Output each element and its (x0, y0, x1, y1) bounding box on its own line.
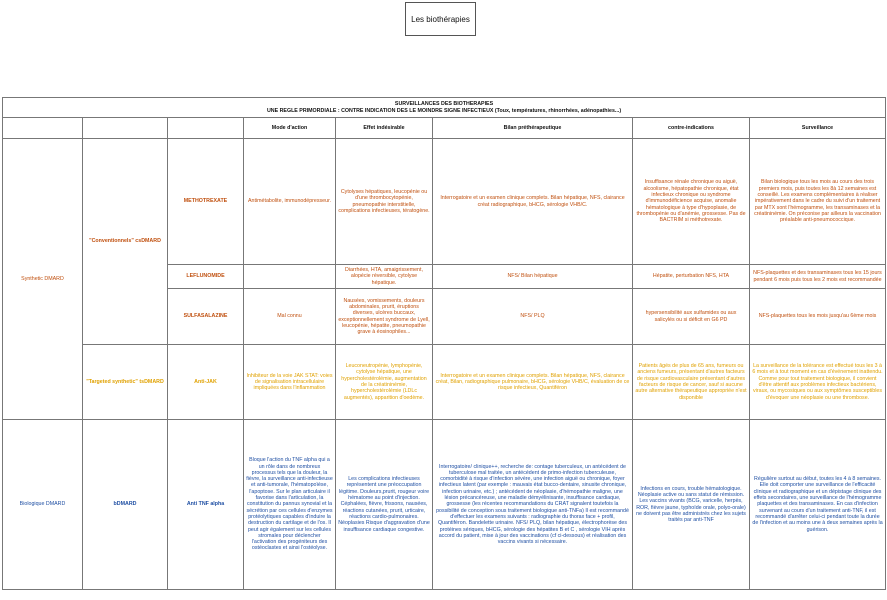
drug-name: Anti TNF alpha (168, 420, 244, 590)
effet-cell: Les complications infectieuses représentent une préoccupation légitime. Douleurs,prurit, rougeur voire hématome au point d'injection. Céphalées, fièvre, frissons, nausées, réactions cutanées, prurit, urticaire, réactions cardio-pulmonaires. Néoplasies Risque d'aggravation d'une insuffisance cardiaque congestive. (336, 420, 433, 590)
bilan-cell: Interrogatoire/ clinique++, recherche de: contage tuberculeux, un antécédent de tuberculose mal traitée, un antécédent de primo-infection tuberculeuse, comorbidité à risque d'infection sévère, une infection aiguë ou chronique, foyer infectieux latent (par exemple : mauvais état bucco-dentaire, sinusite chronique, infection urinaire, etc.) ; antécédent de néoplasie, d'hémopathie maligne, une lésion précancéreuse, une maladie démyélinisante, insuffisance cardiaque, grossesse (les récentes recommandations du CRAT signalent toutefois la possibilité de conception sous traitement biologique anti-TNFa) Il est recommandé d'effectuer les examens suivants : radiographie du thorax face + profil, Quantiféron. Bandelette urinaire. NFS/ PLQ, bilan hépatique, électrophorèse des protéines sériques, bHCG, sérologie des hépatites B et C , sérologie VIH après accord du patient, mise à jour des vaccinations (cf ci-dessous) et réalisation des vaccins vivants si nécessaire. (433, 420, 633, 590)
mode-cell: Inhibiteur de la voie JAK STAT: voies de signalisation intracellulaire impliquées dans l'inflammation (244, 345, 336, 420)
drug-name: SULFASALAZINE (168, 289, 244, 345)
header-contre-indications: contre-indications (633, 118, 750, 139)
table-row (3, 345, 886, 420)
surveillance-cell: La surveillance de la tolérance est effectué tous les 3 à 6 mois et à tout moment en cas d'événement inattendu. Comme pour tout traitement biologique, il convient d'être attentif aux problèmes infectieux bactériens, viraux, ou mycosiques ou aux symptômes susceptibles d'évoquer une néoplasie ou une thrombose. (750, 345, 886, 420)
header-empty (168, 118, 244, 139)
banner-row (3, 98, 886, 118)
subgroup-conventional: "Conventionnels" csDMARD (83, 139, 168, 345)
ci-cell: Infections en cours, trouble hématologique. Néoplasie active ou sans statut de rémission. Les vaccins vivants (BCG, varicelle, herpès, ROR, fièvre jaune, typhoïde orale, polyo-orale) ne doivent pas être administrés chez les sujets traités par anti-TNF (633, 420, 750, 590)
drug-name: METHOTREXATE (168, 139, 244, 265)
ci-cell: Hépatite, perturbation NFS, HTA (633, 265, 750, 289)
banner-cell (3, 98, 886, 118)
mode-cell: Mal connu (244, 289, 336, 345)
table-row (3, 139, 886, 265)
ci-cell: Patients âgés de plus de 65 ans, fumeurs ou anciens fumeurs, présentant d'autres facteurs de risque cardiovasculaire présentant d'autres facteurs de risque de cancer, sauf si aucune autre alternative thérapeutique appropriée n'est disponible (633, 345, 750, 420)
header-empty (83, 118, 168, 139)
ci-cell: Insuffisance rénale chronique ou aiguë, alcoolisme, hépatopathie chronique, état infectieux chronique ou syndrome d'immunodéficience acquise, anomalie hématologique à type d'hypoplasie, de thrombopénie ou d'anémie, grossesse. Pas de BACTRIM si méthotrexate. (633, 139, 750, 265)
group-synthetic: Synthetic DMARD (3, 139, 83, 420)
bilan-cell: Interrogatoire et un examen clinique complets. Bilan hépatique, NFS, clairance créat radiographique, bHCG, sérologie VHB/C. (433, 139, 633, 265)
surveillance-cell: NFS-plaquettes tous les mois jusqu'au 6ème mois (750, 289, 886, 345)
bilan-cell: NFS/ Bilan hépatique (433, 265, 633, 289)
biotherapy-table (2, 97, 886, 590)
header-surveillance: Surveillance (750, 118, 886, 139)
header-effet: Effet indésirable (336, 118, 433, 139)
bilan-cell: Interrogatoire et un examen clinique complets. Bilan hépatique, NFS, clairance créat, Bilan, radiographique pulmonaire, bHCG, sérologie VHB/C, évaluation de ce risque infectieux, Quantiféron (433, 345, 633, 420)
header-bilan: Bilan préthérapeutique (433, 118, 633, 139)
banner-rule: UNE REGLE PRIMORDIALE : CONTRE INDICATION DES LE MOINDRE SIGNE INFECTIEUX (Toux, températures, rhinorrhées, adénopathies...) (266, 107, 622, 114)
group-biologique: Biologique DMARD (3, 420, 83, 590)
mode-cell: Bloque l'action du TNF alpha qui a un rôle dans de nombreux processus tels que la douleur, la fièvre, la surveillance anti-infectieuse et anti-tumorale, l'hématopoïèse, l'apoptose. Sur le plan articulaire il favorise dans l'articulation, la constitution du pannus synovial et la sécrétion par ces cellules d'enzymes protéolytiques capables d'induire la destruction du cartilage et de l'os. Il peut agir également sur les cellules stromales pour déclencher l'activation des progéniteurs des ostéoclastes et ainsi l'ostéolyse. (244, 420, 336, 590)
surveillance-cell: Régulière surtout au début, toutes les 4 à 8 semaines. Elle doit comporter une surveillance de l'efficacité clinique et radiographique et un dépistage clinique des effets secondaires, une surveillance de l'hémogramme plaquettes et des transaminases. En cas d'infection survenant au cours d'un traitement anti-TNF, il est recommandé d'arrêter celui-ci pendant toute la durée de l'infection et au moins une à deux semaines après la guérison. (750, 420, 886, 590)
subgroup-bdmard: bDMARD (83, 420, 168, 590)
page-title: Les biothérapies (405, 2, 476, 36)
header-empty (3, 118, 83, 139)
table-row (3, 420, 886, 590)
bilan-cell: NFS/ PLQ (433, 289, 633, 345)
drug-name: LEFLUNOMIDE (168, 265, 244, 289)
effet-cell: Nausées, vomissements, douleurs abdominales, prurit, éruptions diverses, ulcères buccaux, exceptionnellement syndrome de Lyell, leucopénie, hépatite, pneumopathie grave à éosinophiles... (336, 289, 433, 345)
surveillance-cell: Bilan biologique tous les mois au cours des trois premiers mois, puis toutes les 8à 12 semaines est conseillé. Les examens complémentaires à réaliser impérativement dans le cadre du suivi d'un traitement par MTX sont l'hémogramme, les transaminases et la créatininémie. On préconise par ailleurs la vaccination préalable anti-pneumococcique. (750, 139, 886, 265)
header-row (3, 118, 886, 139)
ci-cell: hypersensibilité aux sulfamides ou aux salicylés ou si déficit en G6 PD (633, 289, 750, 345)
mode-cell: Antimétabolite, immunodépresseur. (244, 139, 336, 265)
banner-title: SURVEILLANCES DES BIOTHERAPIES (394, 101, 494, 108)
drug-name: Anti-JAK (168, 345, 244, 420)
mode-cell (244, 265, 336, 289)
effet-cell: Cytolyses hépatiques, leucopénie ou d'une thrombocytopénie, pneumopathie interstitielle, complications infectieuses, tératogène. (336, 139, 433, 265)
header-mode: Mode d'action (244, 118, 336, 139)
surveillance-cell: NFS-plaquettes et des transaminases tous les 15 jours pendant 6 mois puis tous les 2 mois est recommandée (750, 265, 886, 289)
effet-cell: Diarrhées, HTA, amaigrissement, alopécie réversible, cytolyse hépatique. (336, 265, 433, 289)
subgroup-targeted: "Targeted synthetic" tsDMARD (83, 345, 168, 420)
effet-cell: Leuconeutropénie, lymphopénie, cytolyse hépatique, une hypercholestérolémie, augmentation de la créatininémie, hypercholestérolémie (LDLc augmentés), apparition d'oedème. (336, 345, 433, 420)
